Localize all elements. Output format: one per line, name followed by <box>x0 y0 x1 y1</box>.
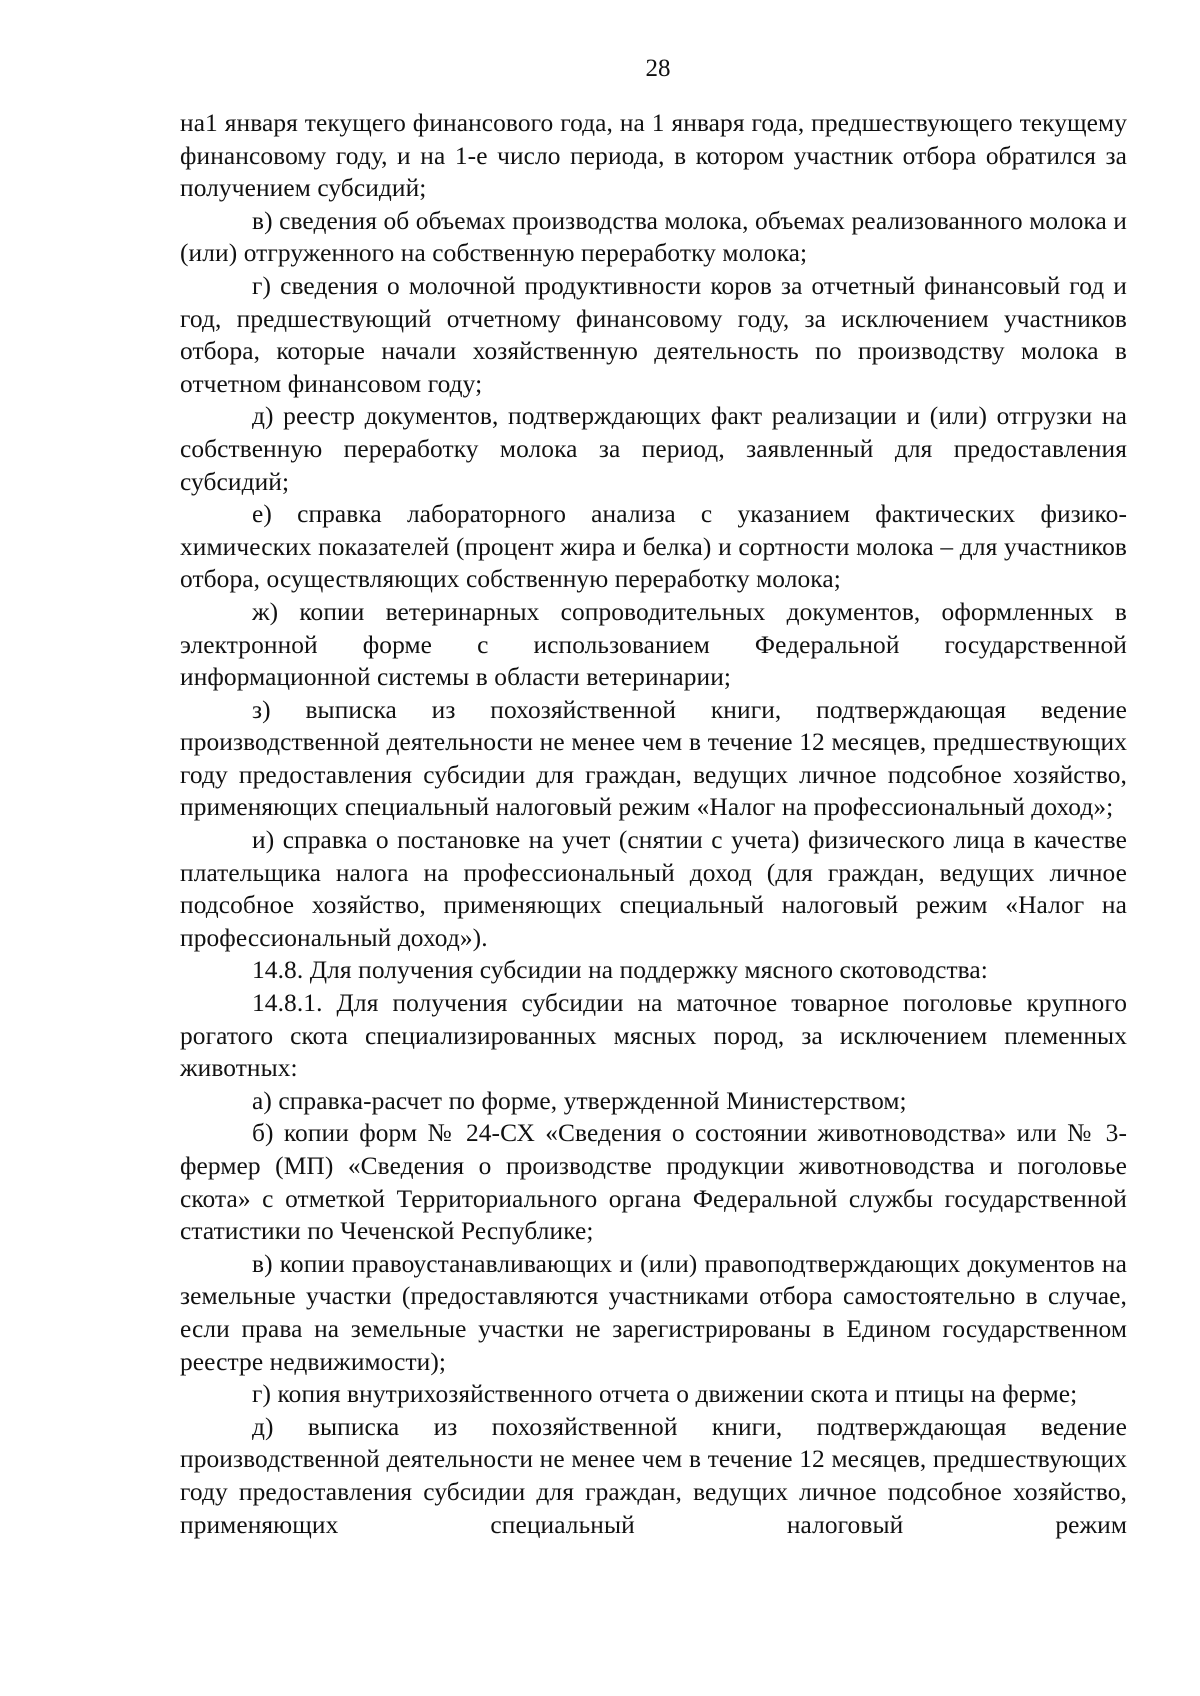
list-item-zh: ж) копии ветеринарных сопроводительных документов, оформленных в электронной форме с использованием Федеральной государственной информационной системы в области ветеринарии; <box>180 597 1127 692</box>
list-item-i: и) справка о постановке на учет (снятии с учета) физического лица в качестве плательщика налога на профессиональный доход (для граждан, ведущих личное подсобное хозяйство, применяющих специальный налоговый режим «Налог на профессиональный доход»). <box>180 826 1127 952</box>
list-item-a: а) справка-расчет по форме, утвержденной Министерством; <box>252 1086 907 1115</box>
list-item-z: з) выписка из похозяйственной книги, подтверждающая ведение производственной деятельности не менее чем в течение 12 месяцев, предшествующих году предоставления субсидии для граждан, ведущих личное подсобное хозяйство, применяющих специальный налоговый режим «Налог на профессиональный доход»; <box>180 695 1127 822</box>
list-item-d: д) реестр документов, подтверждающих факт реализации и (или) отгрузки на собственную переработку молока за период, заявленный для предоставления субсидий; <box>180 402 1127 496</box>
list-item-v-2: в) копии правоустанавливающих и (или) правоподтверждающих документов на земельные участки (предоставляются участниками отбора самостоятельно в случае, если права на земельные участки не зарегистрированы в Едином государственном реестре недвижимости); <box>180 1249 1127 1376</box>
list-item-e: е) справка лабораторного анализа с указанием фактических физико-химических показателей (процент жира и белка) и сортности молока – для участников отбора, осуществляющих собственную переработку молока; <box>180 500 1127 594</box>
list-item-d-2: д) выписка из похозяйственной книги, подтверждающая ведение производственной деятельности не менее чем в течение 12 месяцев, предшествующих году предоставления субсидии для граждан, ведущих личное подсобное хозяйство, применяющих специальный налоговый режим <box>180 1412 1127 1539</box>
list-item-v: в) сведения об объемах производства молока, объемах реализованного молока и (или) отгруженного на собственную переработку молока; <box>180 206 1127 268</box>
list-item-g-2: г) копия внутрихозяйственного отчета о движении скота и птицы на ферме; <box>252 1380 1078 1409</box>
list-item-g: г) сведения о молочной продуктивности коров за отчетный финансовый год и год, предшествующий отчетному финансовому году, за исключением участников отбора, которые начали хозяйственную деятельность по производству молока в отчетном финансовом году; <box>180 271 1127 398</box>
page-number: 28 <box>645 55 671 82</box>
section-heading-14-8: 14.8. Для получения субсидии на поддержку мясного скотоводства: <box>252 956 988 985</box>
paragraph-continuation: на1 января текущего финансового года, на 1 января года, предшествующего текущему финансовому году, и на 1-е число периода, в котором участник отбора обратился за получением субсидий; <box>180 109 1127 203</box>
list-item-b: б) копии форм № 24-СХ «Сведения о состоянии животноводства» или № 3-фермер (МП) «Сведения о производстве продукции животноводства и поголовье скота» с отметкой Территориального органа Федеральной службы государственной статистики по Чеченской Республике; <box>180 1119 1127 1246</box>
section-heading-14-8-1: 14.8.1. Для получения субсидии на маточное товарное поголовье крупного рогатого скота специализированных мясных пород, за исключением племенных животных: <box>180 989 1127 1083</box>
document-body <box>180 107 1127 1541</box>
